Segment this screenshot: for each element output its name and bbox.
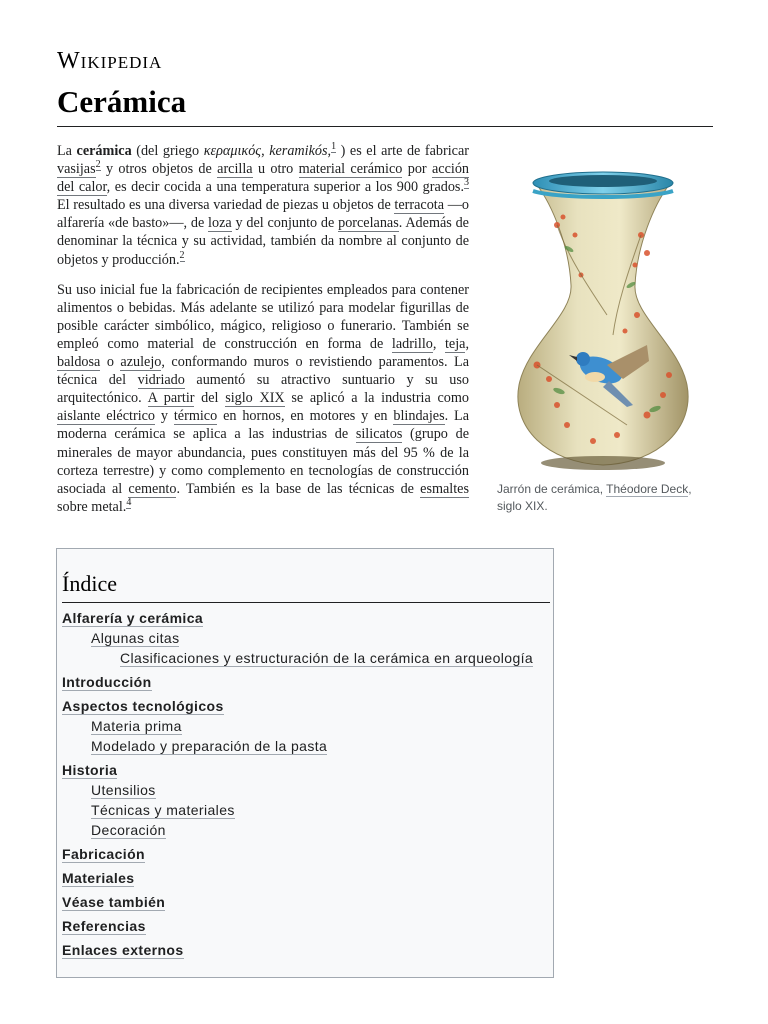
link-cemento[interactable]: cemento [128,480,177,497]
text: , es decir cocida a una temperatura superior a los 900 grados. [106,179,464,196]
reference-3[interactable]: 3 [464,177,469,189]
link-teja[interactable]: teja [444,335,466,352]
text: . También es la base de las técnicas de [176,480,421,497]
toc-item-label[interactable]: Véase también [62,894,166,910]
toc-item[interactable] [62,800,552,820]
text: y otros objetos de [100,161,218,178]
link-vasijas[interactable]: vasijas [57,161,96,178]
page-title: Cerámica [57,84,187,119]
text: El resultado es una diversa variedad de piezas u objetos de [57,197,395,214]
reference-1[interactable]: 1 [331,141,337,153]
intro-paragraph-2 [57,281,469,516]
text: . La moderna cerámica se aplica a las industrias de [57,408,469,443]
toc-divider [62,602,550,603]
link-silicatos[interactable]: silicatos [355,426,403,443]
link-ladrillo[interactable]: ladrillo [391,335,433,352]
text: del [194,390,226,407]
text: . Además de denominar la técnica y su actividad, también da nombre al conjunto de objetos y producción. [57,215,469,268]
link-baldosa[interactable]: baldosa [57,354,101,371]
link-siglo-xix[interactable]: siglo XIX [225,390,285,407]
title-divider [57,126,713,127]
toc-item-label[interactable]: Clasificaciones y estructuración de la cerámica en arqueología [120,650,534,666]
toc-item[interactable] [62,892,552,912]
text: Su uso inicial fue la fabricación de recipientes empleados para contener alimentos o bebidas. Más adelante se utilizó para modelar figurillas de posible carácter simbólico, mágico, religioso o funerario. También se empleó como material de construcción en forma de [57,281,469,352]
link-loza[interactable]: loza [208,215,232,232]
toc-item[interactable] [62,868,552,888]
infobox-figure [497,165,709,515]
toc-item[interactable] [62,916,552,936]
text: , [465,335,470,352]
link-aislante-electrico[interactable]: aislante eléctrico [57,408,156,425]
table-of-contents [56,548,554,978]
link-blindajes[interactable]: blindajes [393,408,445,425]
toc-item[interactable] [62,628,552,648]
toc-item-label[interactable]: Introducción [62,674,152,690]
link-a-partir[interactable]: A partir [147,390,195,407]
link-azulejo[interactable]: azulejo [120,354,162,371]
toc-item[interactable] [62,672,552,692]
text: (del griego [131,143,204,159]
link-terracota[interactable]: terracota [394,197,445,214]
link-accion-del-calor[interactable]: acción del calor [57,161,470,196]
toc-item-label[interactable]: Utensilios [91,782,156,798]
toc-item[interactable] [62,696,552,716]
toc-item[interactable] [62,820,552,840]
toc-item[interactable] [62,760,552,780]
caption-link-theodore-deck[interactable]: Théodore Deck [606,482,689,496]
toc-item[interactable] [62,844,552,864]
toc-item-label[interactable]: Técnicas y materiales [91,802,235,818]
link-porcelanas[interactable]: porcelanas [338,215,399,232]
caption-text: Jarrón de cerámica, [497,482,607,496]
toc-item-label[interactable]: Referencias [62,918,146,934]
toc-item-label[interactable]: Historia [62,762,118,778]
link-arcilla[interactable]: arcilla [217,161,253,178]
link-material-ceramico[interactable]: material cerámico [298,161,403,178]
toc-item-label[interactable]: Algunas citas [91,630,180,646]
toc-list [62,608,552,960]
toc-item[interactable] [62,736,552,756]
toc-item[interactable] [62,940,552,960]
toc-item-label[interactable]: Materia prima [91,718,182,734]
text: por [402,161,432,178]
toc-title: Índice [62,571,117,596]
text: se aplicó a la industria como [284,390,469,407]
vase-image[interactable] [497,165,709,475]
text: y [155,408,174,425]
text: , [327,143,332,159]
toc-item-label[interactable]: Fabricación [62,846,145,862]
bold-term: cerámica [76,143,132,159]
text: , [261,143,270,159]
link-termico[interactable]: térmico [173,408,218,425]
link-vidriado[interactable]: vidriado [137,372,185,389]
text: sobre metal. [57,498,127,515]
figure-caption [497,481,709,515]
text: , [432,335,445,352]
toc-item[interactable] [62,780,552,800]
toc-item[interactable] [62,648,552,668]
text: ) es el arte de fabricar [336,143,469,159]
text: La [57,143,77,159]
text: y del conjunto de [231,215,339,232]
reference-2[interactable]: 2 [95,159,101,171]
caption-text: , siglo XIX. [497,482,692,513]
article-body [57,142,469,528]
text: u otro [252,161,299,178]
vase-illustration [497,165,709,475]
text: o [100,354,121,371]
wikipedia-wordmark[interactable]: Wikipedia [57,48,163,74]
text: aumentó su atractivo suntuario y su uso arquitectónico. [57,372,469,407]
toc-item-label[interactable]: Modelado y preparación de la pasta [91,738,328,754]
toc-item-label[interactable]: Decoración [91,822,166,838]
toc-item-label[interactable]: Materiales [62,870,135,886]
toc-item[interactable] [62,716,552,736]
greek-term: κεραμικός [203,143,262,159]
reference-4[interactable]: 4 [126,497,132,509]
toc-item-label[interactable]: Aspectos tecnológicos [62,698,224,714]
link-esmaltes[interactable]: esmaltes [420,480,469,497]
toc-item[interactable] [62,608,552,628]
text: en hornos, en motores y en [217,408,394,425]
transliteration: keramikós [269,143,328,159]
text: , conformando muros o revistiendo paramentos. La técnica del [57,354,470,389]
intro-paragraph-1 [57,142,469,269]
text: (grupo de minerales de mayor abundancia, pues constituyen más del 95 % de la corteza terrestre) y como complemento en tecnologías de construcción asociada al [57,426,469,497]
toc-item-label[interactable]: Enlaces externos [62,942,184,958]
toc-item-label[interactable]: Alfarería y cerámica [62,610,204,626]
reference-2b[interactable]: 2 [179,249,185,261]
text: —o alfarería «de basto»—, de [57,197,469,232]
